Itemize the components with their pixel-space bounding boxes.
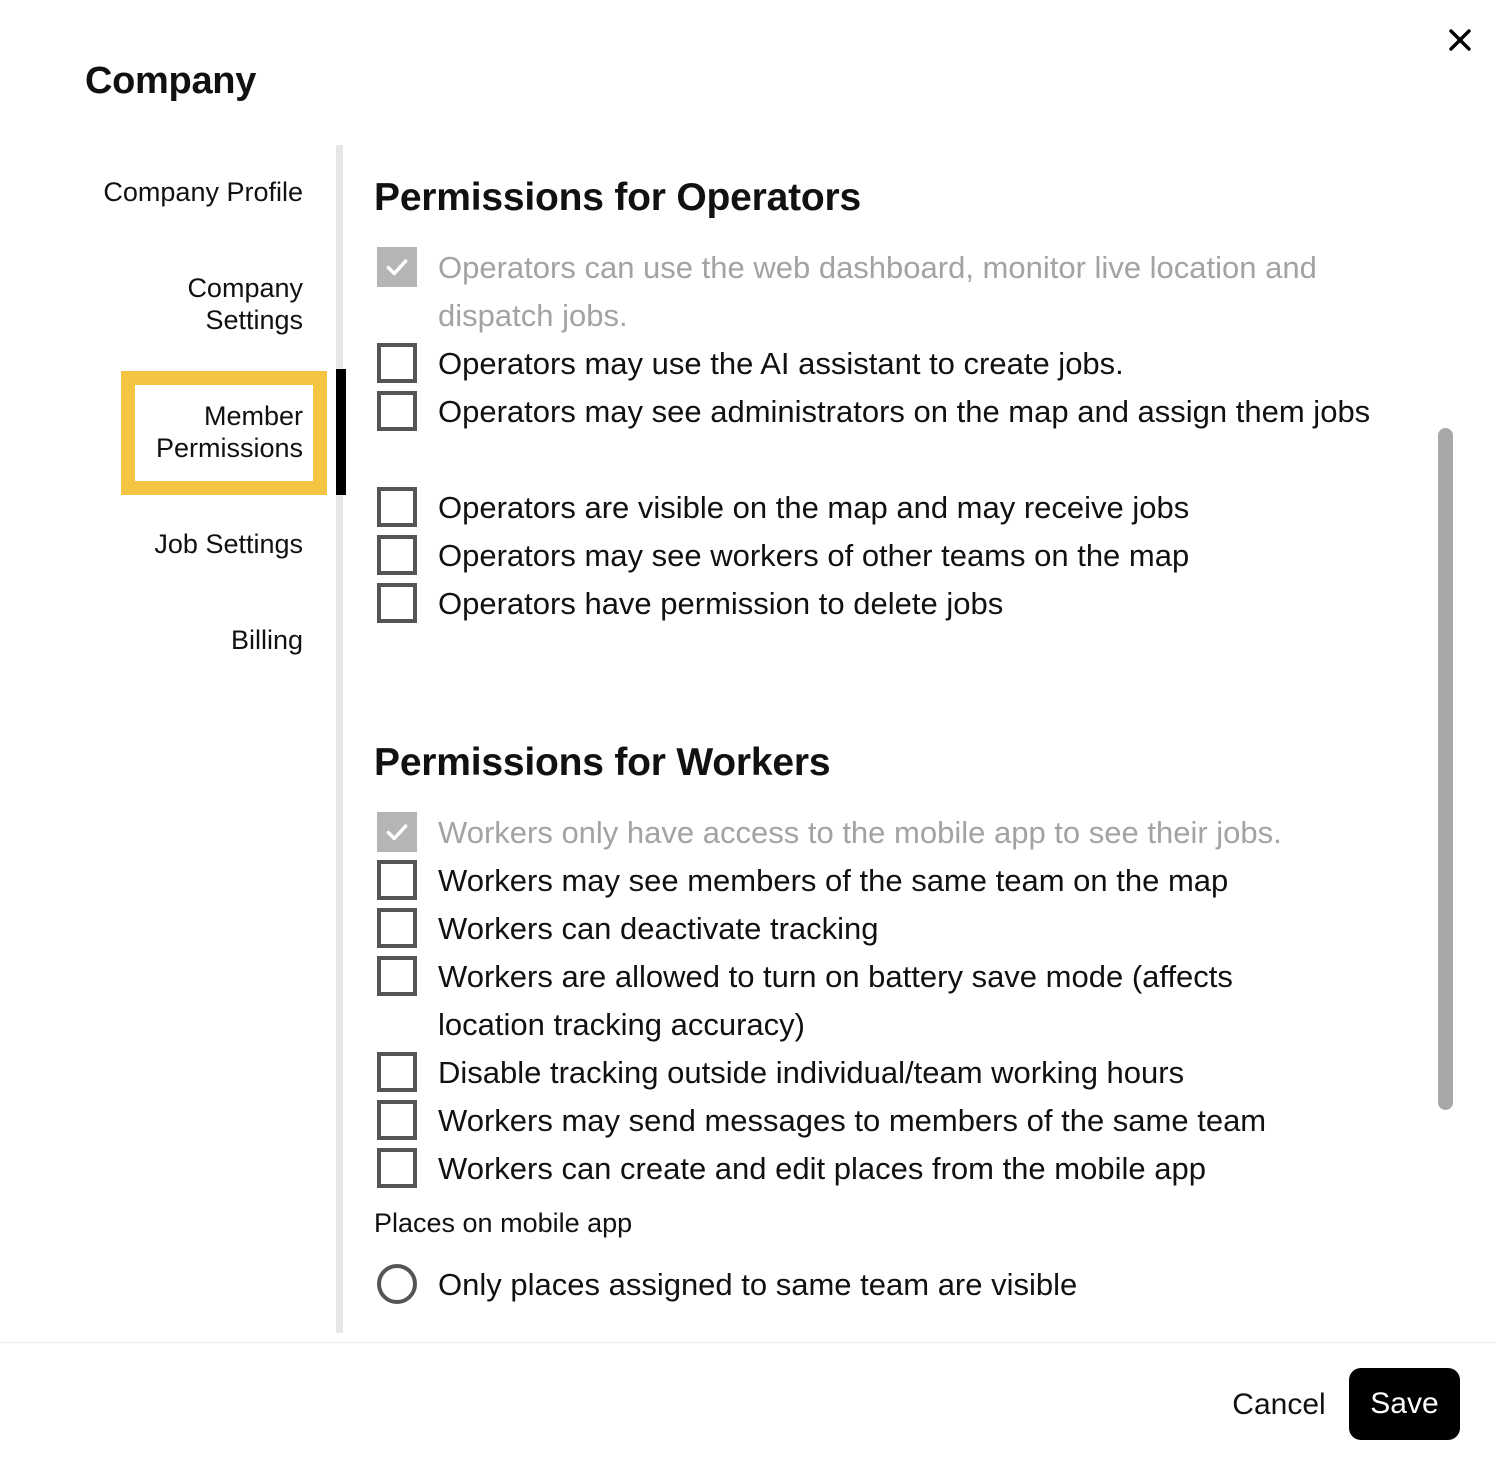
checkbox[interactable]: [377, 860, 417, 900]
option-label: Operators are visible on the map and may receive jobs: [438, 490, 1190, 525]
checkbox[interactable]: [377, 535, 417, 575]
worker-option-see-team-members[interactable]: [374, 857, 1404, 905]
sidebar-item-company-profile[interactable]: Company Profile: [103, 177, 303, 207]
checkbox-checked-disabled: [377, 812, 417, 852]
cancel-button[interactable]: Cancel: [1232, 1388, 1326, 1421]
option-label: Operators have permission to delete jobs: [438, 586, 1004, 621]
checkbox[interactable]: [377, 1148, 417, 1188]
worker-option-battery-save[interactable]: [374, 953, 1334, 1049]
checkbox[interactable]: [377, 956, 417, 996]
check-icon: [384, 254, 410, 280]
scrollbar-thumb[interactable]: [1438, 428, 1453, 1110]
active-indicator: [336, 369, 346, 495]
option-label: Operators may use the AI assistant to create jobs.: [438, 346, 1124, 381]
places-option-same-team[interactable]: [374, 1261, 1404, 1309]
checkbox[interactable]: [377, 487, 417, 527]
footer-divider: [0, 1342, 1496, 1343]
check-icon: [384, 819, 410, 845]
option-label: Workers can deactivate tracking: [438, 911, 879, 946]
worker-option-edit-places[interactable]: [374, 1145, 1404, 1193]
checkbox-checked-disabled: [377, 247, 417, 287]
operator-option-see-other-teams[interactable]: [374, 532, 1404, 580]
sidebar-item-member-permissions[interactable]: Member Permissions: [155, 401, 303, 463]
option-label: Workers may send messages to members of the same team: [438, 1103, 1267, 1138]
radio-button[interactable]: [377, 1264, 417, 1304]
option-label: Workers only have access to the mobile app to see their jobs.: [438, 815, 1282, 850]
worker-option-mobile-only: [374, 809, 1404, 857]
option-label: Operators can use the web dashboard, monitor live location and dispatch jobs.: [438, 250, 1317, 333]
worker-option-send-messages[interactable]: [374, 1097, 1404, 1145]
checkbox[interactable]: [377, 343, 417, 383]
checkbox[interactable]: [377, 908, 417, 948]
operator-option-ai-assistant[interactable]: [374, 340, 1404, 388]
workers-section-title: Permissions for Workers: [374, 741, 831, 784]
option-label: Workers may see members of the same team on the map: [438, 863, 1229, 898]
close-button[interactable]: [1444, 24, 1476, 56]
operator-option-visible-on-map[interactable]: [374, 484, 1404, 532]
worker-option-disable-tracking-hours[interactable]: [374, 1049, 1404, 1097]
places-subheading: Places on mobile app: [374, 1208, 633, 1238]
option-label: Workers can create and edit places from the mobile app: [438, 1151, 1206, 1186]
operators-section-title: Permissions for Operators: [374, 176, 861, 219]
save-button[interactable]: Save: [1349, 1368, 1460, 1440]
sidebar-divider: [336, 145, 343, 1333]
checkbox[interactable]: [377, 1052, 417, 1092]
page-title: Company: [85, 60, 257, 102]
checkbox[interactable]: [377, 391, 417, 431]
operator-option-web-dashboard: [374, 244, 1404, 340]
option-label: Operators may see administrators on the map and assign them jobs: [438, 394, 1371, 429]
option-label: Workers are allowed to turn on battery save mode (affects location tracking accuracy): [438, 959, 1233, 1042]
operator-option-see-administrators[interactable]: [374, 388, 1404, 436]
checkbox[interactable]: [377, 583, 417, 623]
sidebar-item-company-settings[interactable]: Company Settings: [187, 273, 303, 335]
close-icon: [1448, 28, 1472, 52]
sidebar-item-job-settings[interactable]: Job Settings: [154, 529, 303, 559]
option-label: Disable tracking outside individual/team working hours: [438, 1055, 1185, 1090]
worker-option-deactivate-tracking[interactable]: [374, 905, 1404, 953]
operator-option-delete-jobs[interactable]: [374, 580, 1404, 628]
option-label: Operators may see workers of other teams on the map: [438, 538, 1190, 573]
option-label: Only places assigned to same team are visible: [438, 1267, 1078, 1302]
checkbox[interactable]: [377, 1100, 417, 1140]
sidebar-item-billing[interactable]: Billing: [230, 625, 303, 655]
